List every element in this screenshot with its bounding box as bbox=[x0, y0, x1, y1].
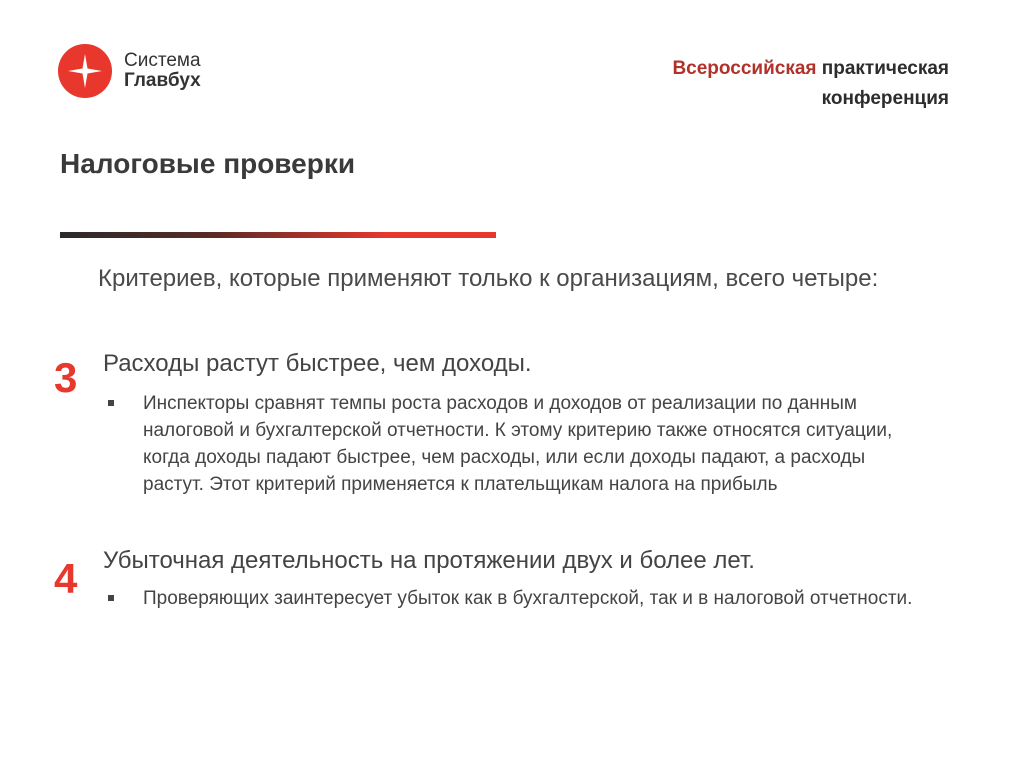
bullet-icon bbox=[108, 400, 114, 406]
intro-text: Критериев, которые применяют только к организациям, всего четыре: bbox=[98, 265, 879, 292]
conference-line-2: конференция bbox=[821, 88, 949, 109]
logo-star-icon bbox=[58, 44, 112, 98]
bullet-icon bbox=[108, 595, 114, 601]
conference-line-1 bbox=[672, 54, 949, 84]
page-title: Налоговые проверки bbox=[60, 148, 356, 179]
criterion-heading: Расходы растут быстрее, чем доходы. bbox=[103, 350, 532, 377]
logo-line-2: Главбух bbox=[124, 70, 201, 91]
list-item bbox=[103, 585, 943, 612]
criterion-number: 4 bbox=[54, 555, 78, 602]
conference-line-1-rest: практическая bbox=[816, 58, 949, 79]
criterion-heading: Убыточная деятельность на протяжении двух и более лет. bbox=[103, 547, 755, 574]
criterion-bullets bbox=[103, 585, 943, 612]
logo bbox=[58, 44, 201, 98]
criterion-number: 3 bbox=[54, 354, 78, 401]
conference-highlight: Всероссийская bbox=[672, 58, 817, 79]
logo-line-1: Система bbox=[124, 50, 201, 71]
logo-text bbox=[124, 51, 201, 91]
title-underline bbox=[60, 232, 496, 238]
list-item bbox=[103, 390, 923, 498]
criterion-bullet-text: Инспекторы сравнят темпы роста расходов и доходов от реализации по данным налоговой и бухгалтерской отчетности. К этому критерию также относятся ситуации, когда доходы падают быстрее, чем расходы, или если доходы падают, а расходы растут. Этот критерий применяется к плательщикам налога на прибыль bbox=[143, 393, 893, 495]
criterion-bullet-text: Проверяющих заинтересует убыток как в бухгалтерской, так и в налоговой отчетности. bbox=[143, 588, 913, 609]
conference-label bbox=[672, 54, 949, 114]
criterion-bullets bbox=[103, 390, 923, 498]
